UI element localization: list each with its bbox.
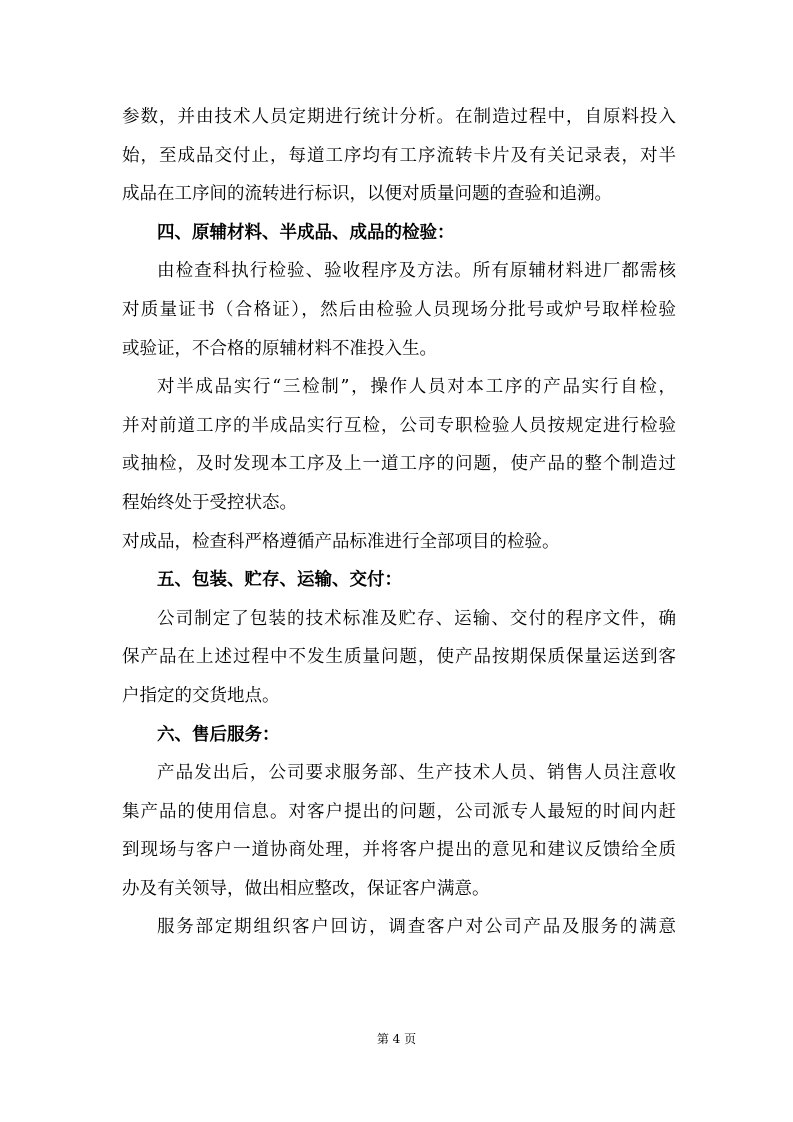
- text-line: 对质量证书（合格证），然后由检验人员现场分批号或炉号取样检验: [122, 299, 676, 320]
- text-line: 或验证，不合格的原辅材料不准投入生。: [122, 338, 437, 359]
- page-footer: 第 4 页: [376, 1032, 417, 1046]
- text-line: 办及有关领导，做出相应整改，保证客户满意。: [122, 878, 490, 899]
- text-line: 集产品的使用信息。对客户提出的问题，公司派专人最短的时间内赶: [122, 801, 676, 822]
- text-line: 户指定的交货地点。: [122, 685, 280, 706]
- document-body: [122, 98, 676, 947]
- text-line: 程始终处于受控状态。: [122, 492, 297, 513]
- text-line: 产品发出后，公司要求服务部、生产技术人员、销售人员注意收: [157, 763, 676, 784]
- text-line: 到现场与客户一道协商处理，并将客户提出的意见和建议反馈给全质: [122, 840, 676, 861]
- section-heading: 六、售后服务：: [157, 724, 280, 745]
- text-line: 公司制定了包装的技术标准及贮存、运输、交付的程序文件，确: [157, 608, 676, 629]
- text-line: 成品在工序间的流转进行标识，以便对质量问题的查验和追溯。: [122, 184, 612, 205]
- text-line: 对成品，检查科严格遵循产品标准进行全部项目的检验。: [122, 531, 560, 552]
- text-line: 参数，并由技术人员定期进行统计分析。在制造过程中，自原料投入: [122, 107, 676, 127]
- section-heading: 五、包装、贮存、运输、交付：: [157, 570, 402, 591]
- text-line: 或抽检，及时发现本工序及上一道工序的问题，使产品的整个制造过: [122, 454, 676, 475]
- text-line: 由检查科执行检验、验收程序及方法。所有原辅材料进厂都需核: [157, 261, 676, 282]
- text-line: 并对前道工序的半成品实行互检，公司专职检验人员按规定进行检验: [122, 415, 676, 436]
- text-line: 保产品在上述过程中不发生质量问题，使产品按期保质保量运送到客: [122, 647, 676, 668]
- text-line: 服务部定期组织客户回访，调查客户对公司产品及服务的满意: [157, 917, 676, 938]
- section-heading: 四、原辅材料、半成品、成品的检验：: [157, 222, 455, 243]
- text-line: 始，至成品交付止，每道工序均有工序流转卡片及有关记录表，对半: [122, 145, 676, 166]
- text-line: 对半成品实行“三检制”，操作人员对本工序的产品实行自检，: [157, 377, 676, 398]
